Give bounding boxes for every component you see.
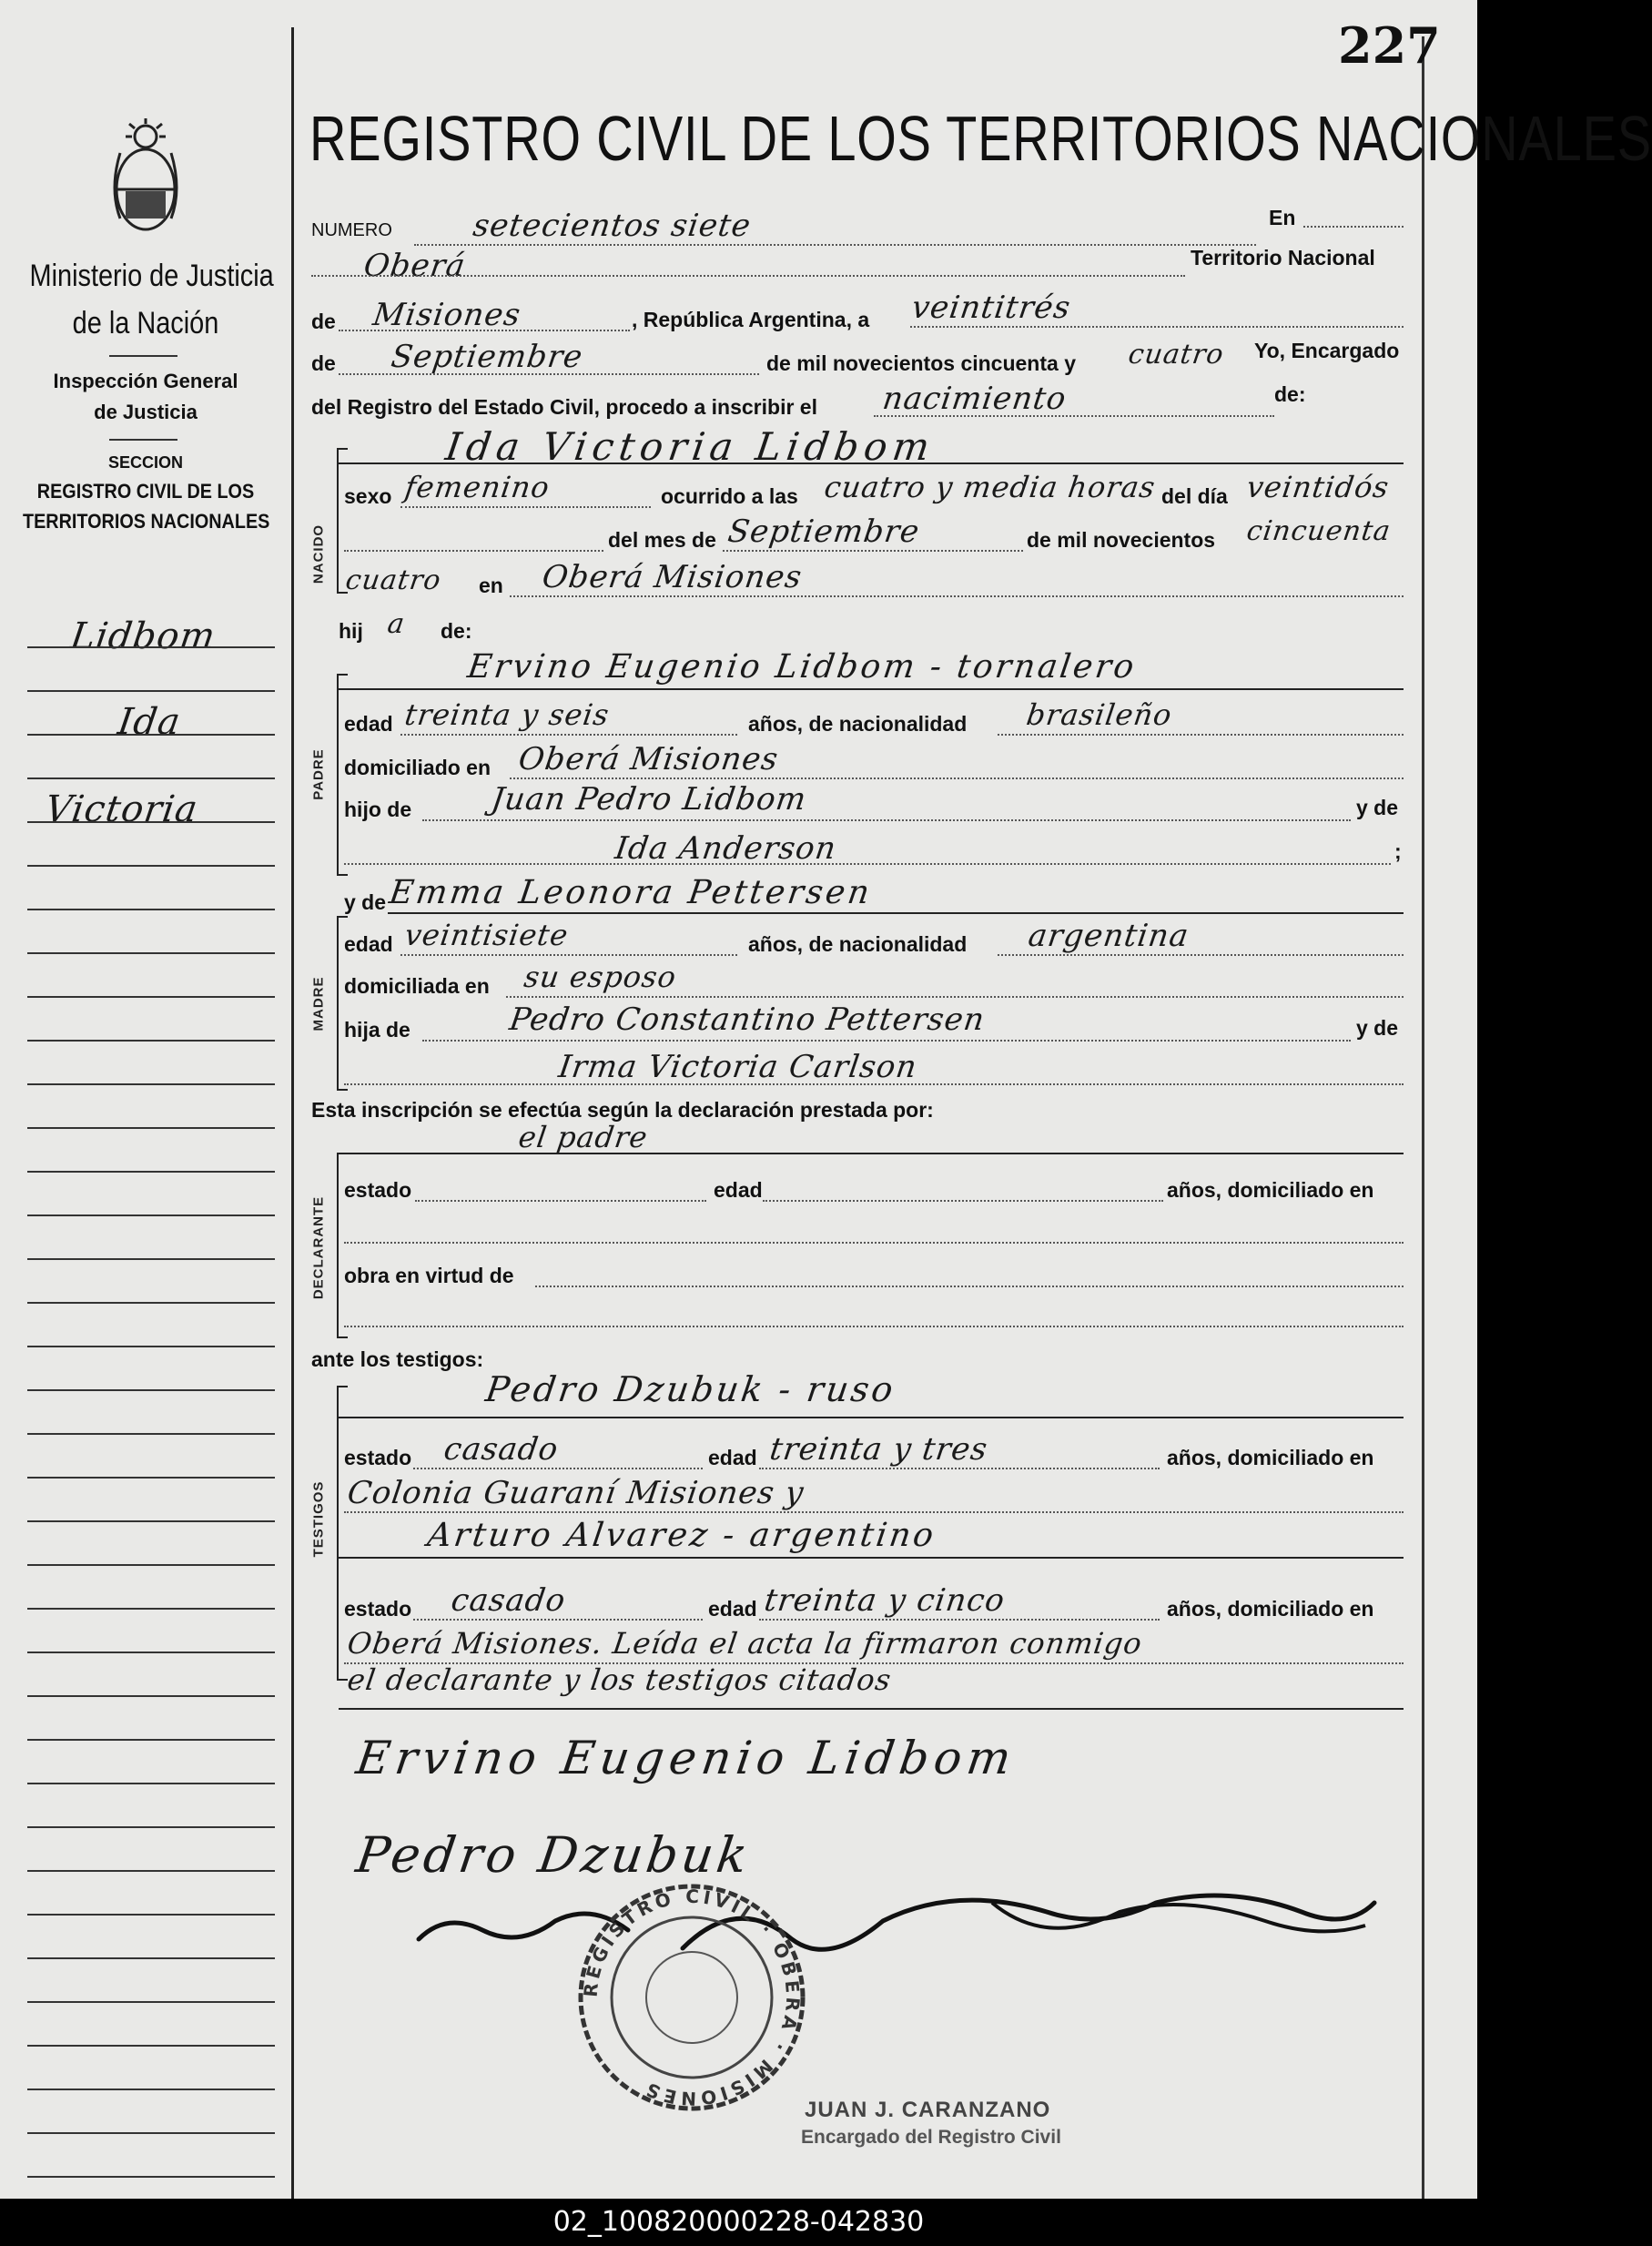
padre-hijo-line: [422, 819, 1351, 821]
sexo-value: femenino: [402, 470, 552, 504]
w1-dom-line: [344, 1511, 1404, 1513]
padre-edad-line: [400, 734, 737, 736]
padre-mother-of: Ida Anderson: [613, 830, 839, 867]
sidebar-rule: [27, 1783, 275, 1784]
sidebar-rule: [27, 1914, 275, 1916]
sidebar-rule: [27, 777, 275, 779]
ministry-line2: de la Nación: [72, 306, 219, 340]
sidebar-rule: [27, 1171, 275, 1173]
padre-dom-value: Oberá Misiones: [516, 741, 781, 777]
signature-2: Pedro Dzubuk: [352, 1826, 755, 1884]
act-type-value: nacimiento: [880, 381, 1069, 417]
sidebar-rule: [27, 821, 275, 823]
w2-estado-line: [413, 1619, 703, 1621]
sidebar-rule: [27, 1346, 275, 1347]
sidebar-rule: [27, 1433, 275, 1435]
padre-y-de: y de: [1356, 796, 1399, 819]
section-line2: REGISTRO CIVIL DE LOS: [36, 480, 255, 503]
day-value: veintitrés: [909, 290, 1073, 326]
w1-edad-label: edad: [708, 1446, 757, 1469]
footer-bar: [0, 2199, 1477, 2246]
sidebar-rule: [27, 1520, 275, 1522]
w1-estado-label: estado: [344, 1446, 412, 1469]
child-name: Ida Victoria Lidbom: [442, 424, 938, 469]
declarante-value-line: [339, 1153, 1404, 1154]
padre-name-line: [339, 688, 1404, 690]
sexo-line: [400, 506, 651, 508]
nac-year-value: cincuenta: [1244, 515, 1394, 547]
numero-line: [414, 244, 1256, 246]
registro-label: del Registro del Estado Civil, procedo a inscribir el: [311, 395, 817, 419]
lugar-line: [510, 595, 1404, 597]
padre-edad-value: treinta y seis: [402, 697, 612, 732]
sidebar-rule: [27, 734, 275, 736]
child-name-line: [339, 462, 1404, 464]
sidebar-rule: [27, 1870, 275, 1872]
madre-mother-line: [344, 1083, 1404, 1085]
signature-1: Ervino Eugenio Lidbom: [352, 1732, 1020, 1784]
padre-label: PADRE: [310, 748, 327, 800]
numero-label: NUMERO: [311, 220, 392, 240]
padre-nac-value: brasileño: [1024, 697, 1175, 732]
mes-label: del mes de: [608, 528, 716, 552]
sidebar-rule: [27, 1695, 275, 1697]
mes-value: Septiembre: [725, 513, 923, 550]
stamp-title: Encargado del Registro Civil: [801, 2127, 1061, 2148]
padre-father-of: Juan Pedro Lidbom: [489, 781, 809, 818]
madre-hija-label: hija de: [344, 1018, 410, 1042]
page-title: REGISTRO CIVIL DE LOS TERRITORIOS NACIONALES: [309, 103, 1652, 174]
sidebar-short-divider-2: [109, 439, 177, 441]
madre-label: MADRE: [310, 976, 327, 1032]
declarante-label: DECLARANTE: [310, 1195, 327, 1300]
declarante-obra-line: [535, 1286, 1404, 1287]
w1-edad-value: treinta y tres: [767, 1431, 990, 1468]
territory-value: Misiones: [370, 297, 523, 333]
w2-estado-label: estado: [344, 1597, 412, 1621]
stamp-name: JUAN J. CARANZANO: [805, 2098, 1051, 2122]
sidebar-given-name2: Victoria: [42, 788, 201, 830]
mes-prefix-line: [344, 550, 603, 552]
madre-father-of: Pedro Constantino Pettersen: [507, 1001, 988, 1038]
sidebar-rule: [27, 2001, 275, 2003]
padre-nac-label: años, de nacionalidad: [748, 712, 968, 736]
coat-of-arms-icon: [102, 117, 189, 240]
hij-suffix: a: [385, 608, 408, 640]
declarante-obra-label: obra en virtud de: [344, 1264, 514, 1287]
sidebar-rule: [27, 2088, 275, 2090]
w2-estado-value: casado: [449, 1582, 569, 1619]
sidebar-rule: [27, 1477, 275, 1479]
de-label: de: [311, 310, 336, 333]
month-value: Septiembre: [389, 339, 586, 375]
witness2-name: Arturo Alvarez - argentino: [425, 1517, 938, 1554]
witness2-name-line: [339, 1557, 1404, 1559]
sidebar-rule: [27, 1739, 275, 1741]
sidebar-rule: [27, 1258, 275, 1260]
sidebar-rule: [27, 952, 275, 954]
madre-nac-label: años, de nacionalidad: [748, 932, 968, 956]
sidebar-rule: [27, 1826, 275, 1828]
en-label: En: [1269, 206, 1296, 229]
sidebar-rule: [27, 1040, 275, 1042]
year-label: de mil novecientos cincuenta y: [766, 351, 1076, 375]
declarante-dom-line: [344, 1242, 1404, 1244]
declarante-edad-line: [763, 1200, 1163, 1202]
w2-anios-label: años, domiciliado en: [1167, 1597, 1374, 1621]
madre-name-line: [388, 912, 1404, 914]
sidebar-surname: Lidbom: [67, 615, 218, 657]
witness1-name: Pedro Dzubuk - ruso: [482, 1369, 898, 1409]
dia-value: veintidós: [1244, 470, 1392, 504]
nacido-bracket: [337, 448, 348, 594]
padre-dom-line: [510, 777, 1404, 779]
declarante-estado-line: [415, 1200, 706, 1202]
section-line1: SECCION: [107, 453, 183, 472]
declarante-anios-label: años, domiciliado en: [1167, 1178, 1374, 1202]
place-value: Oberá: [361, 248, 469, 284]
madre-name: Emma Leonora Pettersen: [387, 874, 875, 911]
hij-de-label: de:: [441, 619, 472, 643]
madre-dom-label: domiciliada en: [344, 974, 490, 998]
closing-line: [339, 1708, 1404, 1710]
w2-dom-value: Oberá Misiones. Leída el acta la firmaron conmigo: [345, 1626, 1145, 1661]
w1-anios-label: años, domiciliado en: [1167, 1446, 1374, 1469]
section-line3: TERRITORIOS NACIONALES: [23, 510, 270, 533]
sidebar-rule: [27, 1389, 275, 1391]
sexo-label: sexo: [344, 484, 392, 508]
madre-dom-value: su esposo: [522, 960, 679, 994]
nac-year-value-2: cuatro: [343, 564, 443, 596]
hora-value: cuatro y media horas: [822, 470, 1159, 504]
hij-label: hij: [339, 619, 363, 643]
w2-edad-line: [759, 1619, 1160, 1621]
w2-edad-value: treinta y cinco: [762, 1582, 1008, 1619]
sidebar-rule: [27, 1214, 275, 1216]
de-label-2: de: [311, 351, 336, 375]
nacido-label: NACIDO: [310, 523, 327, 584]
padre-nac-line: [998, 734, 1404, 736]
lugar-value: Oberá Misiones: [540, 559, 805, 595]
closing-text: el declarante y los testigos citados: [345, 1662, 894, 1697]
witness1-name-line: [339, 1417, 1404, 1418]
declaracion-statement: Esta inscripción se efectúa según la declaración prestada por:: [311, 1098, 934, 1122]
sidebar-rule: [27, 1302, 275, 1304]
madre-nac-value: argentina: [1026, 918, 1191, 954]
day-line: [910, 326, 1404, 328]
seal-text: REGISTRO CIVIL · OBERÁ · MISIONES: [579, 1885, 805, 2110]
registry-seal-icon: [573, 1879, 810, 2116]
official-signature-scribble: [410, 1875, 1393, 1985]
madre-hija-line: [422, 1040, 1351, 1042]
madre-edad-line: [400, 954, 737, 956]
sidebar-rule: [27, 646, 275, 648]
ocurrido-label: ocurrido a las: [661, 484, 798, 508]
nac-year-label: de mil novecientos: [1027, 528, 1216, 552]
declarante-estado-label: estado: [344, 1178, 412, 1202]
w1-dom-value: Colonia Guaraní Misiones y: [345, 1475, 806, 1511]
padre-edad-label: edad: [344, 712, 393, 736]
ministry-line1: Ministerio de Justicia: [29, 259, 274, 293]
sidebar-rule: [27, 690, 275, 692]
declarante-edad-label: edad: [714, 1178, 763, 1202]
inspection-line1: Inspección General: [53, 370, 238, 392]
testigos-bracket: [337, 1386, 348, 1681]
sidebar-rule: [27, 1564, 275, 1566]
inspection-line2: de Justicia: [94, 401, 198, 423]
w1-edad-line: [759, 1468, 1160, 1469]
declarante-extra-line: [344, 1326, 1404, 1327]
padre-mother-line: [344, 863, 1391, 865]
madre-y-de-label: y de: [344, 890, 387, 914]
madre-edad-value: veintisiete: [402, 918, 572, 952]
sidebar-rule: [27, 865, 275, 867]
padre-hijo-label: hijo de: [344, 798, 412, 821]
dia-label: del día: [1161, 484, 1228, 508]
sidebar-given-name1: Ida: [115, 701, 184, 743]
sidebar-rule: [27, 909, 275, 910]
page-right-border: [1422, 36, 1424, 2199]
sidebar-rule: [27, 1651, 275, 1653]
sidebar-rule: [27, 1608, 275, 1610]
w2-edad-label: edad: [708, 1597, 757, 1621]
padre-semicolon: ;: [1394, 839, 1402, 863]
madre-mother-of: Irma Victoria Carlson: [556, 1049, 920, 1085]
sidebar-divider: [291, 27, 294, 2199]
declarante-value: el padre: [516, 1120, 651, 1154]
en-line: [1303, 226, 1404, 228]
padre-dom-label: domiciliado en: [344, 756, 492, 779]
sidebar-rule: [27, 2132, 275, 2134]
sidebar-rule: [27, 2045, 275, 2047]
madre-nac-line: [998, 954, 1404, 956]
sidebar-rule: [27, 1127, 275, 1129]
mes-line: [723, 550, 1023, 552]
sidebar-short-divider: [109, 355, 177, 357]
padre-name: Ervino Eugenio Lidbom - tornalero: [465, 648, 1140, 686]
w1-estado-line: [413, 1468, 703, 1469]
year-value: cuatro: [1126, 339, 1226, 371]
testigos-label: TESTIGOS: [310, 1480, 327, 1558]
ante-testigos-label: ante los testigos:: [311, 1347, 484, 1371]
madre-dom-line: [506, 996, 1404, 998]
place-line: [311, 275, 1185, 277]
w1-estado-value: casado: [441, 1431, 562, 1468]
footer-id: 02_100820000228-042830: [552, 2206, 925, 2238]
sidebar-rule: [27, 1957, 275, 1959]
encargado-label: Yo, Encargado: [1254, 339, 1400, 362]
de-colon-label: de:: [1274, 382, 1306, 406]
territorio-label: Territorio Nacional: [1191, 246, 1375, 269]
sidebar-rule: [27, 2176, 275, 2178]
sidebar-rule: [27, 1083, 275, 1085]
republica-label: , República Argentina, a: [632, 308, 870, 331]
sidebar-rule: [27, 996, 275, 998]
madre-y-de: y de: [1356, 1016, 1399, 1040]
numero-value: setecientos siete: [471, 208, 754, 244]
page-number: 227: [1338, 16, 1441, 75]
nac-en-label: en: [479, 574, 503, 597]
madre-edad-label: edad: [344, 932, 393, 956]
